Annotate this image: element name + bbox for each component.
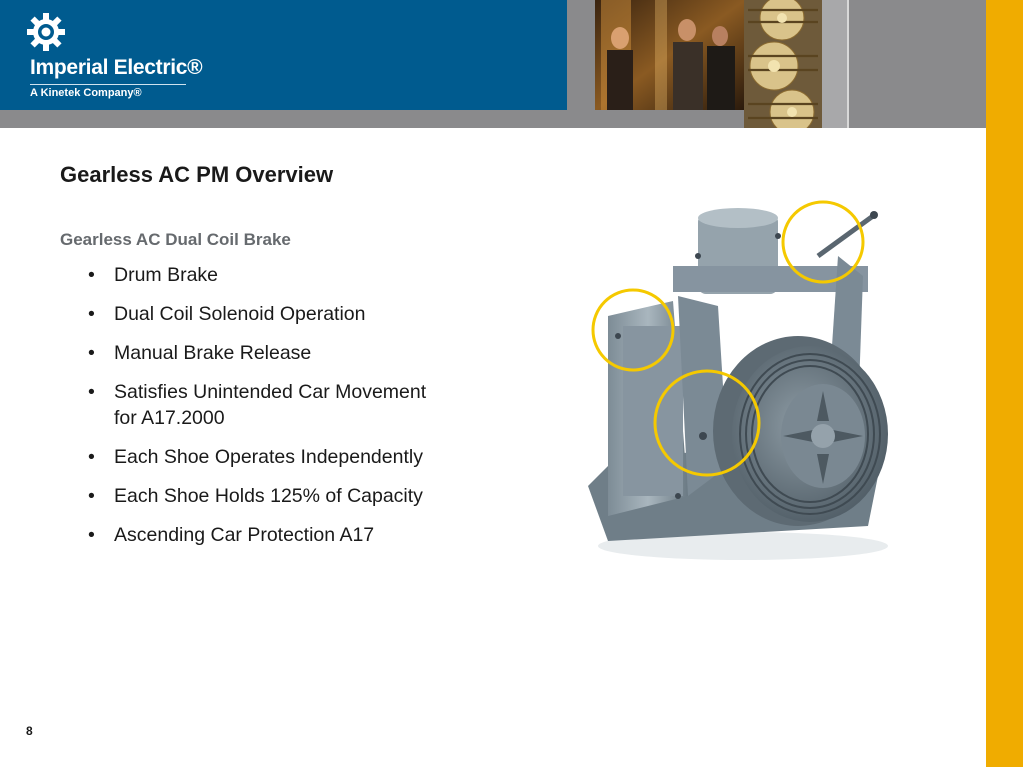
bullet-text: Drum Brake (114, 264, 219, 286)
page-number: 8 (26, 724, 33, 738)
brand-name: Imperial Electric® (30, 56, 203, 79)
bullet-item (86, 262, 486, 288)
bullet-dot: • (88, 485, 95, 507)
bullet-text: Ascending Car Protection A17 (114, 524, 375, 546)
accent-side-bar (986, 0, 1023, 767)
bullet-item (86, 301, 486, 327)
bullet-item (86, 379, 486, 431)
bullet-text: Manual Brake Release (114, 342, 312, 364)
bullet-text: Each Shoe Operates Independently (114, 446, 423, 468)
slide-subtitle: Gearless AC Dual Coil Brake (60, 230, 291, 249)
header-divider (847, 0, 849, 128)
header-band (0, 0, 986, 128)
bullet-dot: • (88, 264, 95, 286)
bullet-item (86, 483, 486, 509)
bullet-dot: • (88, 381, 95, 403)
bullet-dot: • (88, 303, 95, 325)
brand-tagline: A Kinetek Company® (30, 87, 142, 99)
bullet-dot: • (88, 524, 95, 546)
gear-logo-icon (26, 12, 66, 52)
slide-title: Gearless AC PM Overview (60, 162, 334, 187)
bullet-item (86, 444, 486, 470)
bullet-list (86, 262, 486, 561)
bullet-text: Dual Coil Solenoid Operation (114, 303, 366, 325)
gearless-machine-image (578, 196, 888, 568)
bullet-text-continued: for A17.2000 (114, 407, 225, 429)
bullet-text: Each Shoe Holds 125% of Capacity (114, 485, 423, 507)
brand-panel (0, 0, 567, 110)
bullet-text: Satisfies Unintended Car Movement (114, 381, 427, 403)
bullet-item (86, 340, 486, 366)
header-gray-strip (822, 0, 847, 128)
bullet-dot: • (88, 446, 95, 468)
header-photo-people (595, 0, 745, 128)
header-photo-gears (744, 0, 822, 128)
bullet-dot: • (88, 342, 95, 364)
brand-divider (30, 84, 186, 85)
bullet-item (86, 522, 486, 548)
